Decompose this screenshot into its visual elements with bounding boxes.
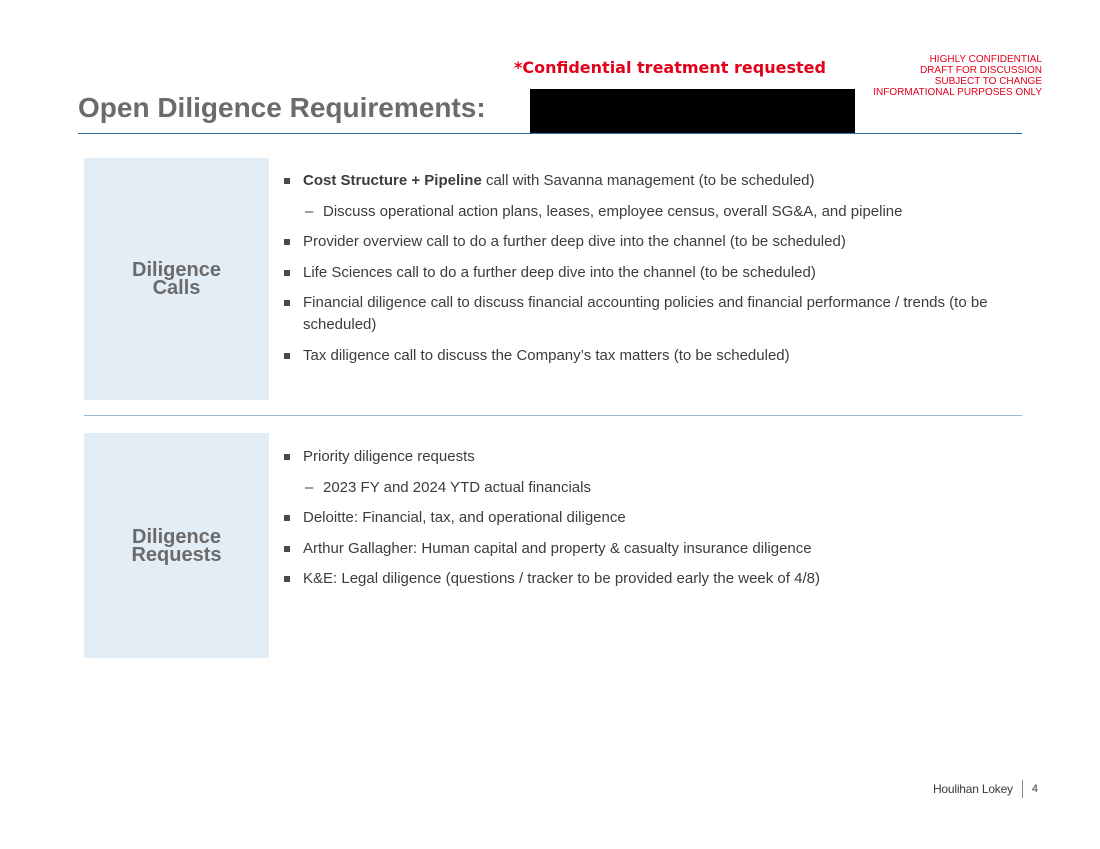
footer-separator [1022, 780, 1023, 798]
sub-bullet-item [283, 201, 1023, 223]
section-label-requests [84, 433, 269, 658]
title-divider [78, 133, 1022, 134]
sub-bullet-item-text: 2023 FY and 2024 YTD actual financials [323, 478, 591, 496]
bullet-item [283, 262, 1023, 284]
confidential-banner: *Confidential treatment requested [514, 58, 826, 77]
bullet-item-text: Provider overview call to do a further deep dive into the channel (to be scheduled) [303, 233, 846, 250]
section-divider [84, 415, 1022, 416]
bullet-item-text: Financial diligence call to discuss financial accounting policies and financial performance / trends (to be scheduled) [303, 294, 988, 333]
section-label-calls [84, 158, 269, 400]
bullet-item-text: K&E: Legal diligence (questions / tracker to be provided early the week of 4/8) [303, 570, 820, 587]
bullet-item [283, 231, 1023, 253]
bullet-item [283, 507, 1023, 529]
bullet-item-text: Life Sciences call to do a further deep dive into the channel (to be scheduled) [303, 263, 816, 281]
bullet-item-bold: Cost Structure + Pipeline [303, 172, 482, 189]
bullet-item-text: Arthur Gallagher: Human capital and property & casualty insurance diligence [303, 539, 812, 557]
bullet-item [283, 292, 1023, 336]
bullet-item [283, 345, 1023, 367]
bullet-item-text: Priority diligence requests [303, 448, 475, 465]
bullet-item [283, 568, 1023, 590]
bullet-item [283, 446, 1023, 468]
confidentiality-stamp [873, 54, 1042, 98]
stamp-line-1: HIGHLY CONFIDENTIAL [929, 54, 1042, 65]
page-title: Open Diligence Requirements: [78, 92, 486, 123]
bullet-item [283, 538, 1023, 560]
requests-bullet-list [283, 446, 1023, 599]
bullet-item [283, 170, 1023, 192]
footer [933, 780, 1038, 798]
sub-bullet-item [283, 477, 1023, 499]
stamp-line-4: INFORMATIONAL PURPOSES ONLY [873, 87, 1042, 98]
brand-name: Houlihan Lokey [932, 782, 1013, 796]
section-label-requests-text: Diligence Requests [131, 525, 222, 566]
bullet-item-text: Tax diligence call to discuss the Company’s tax matters (to be scheduled) [303, 346, 790, 364]
page-number: 4 [1031, 783, 1038, 795]
stamp-line-3: SUBJECT TO CHANGE [934, 76, 1042, 87]
calls-bullet-list [283, 170, 1023, 375]
bullet-item-text: Deloitte: Financial, tax, and operational diligence [303, 509, 626, 526]
sub-bullet-item-text: Discuss operational action plans, leases, employee census, overall SG&A, and pipeline [323, 202, 903, 220]
redaction-block [530, 89, 855, 133]
stamp-line-2: DRAFT FOR DISCUSSION [919, 65, 1042, 76]
bullet-item-text: call with Savanna management (to be scheduled) [481, 172, 815, 189]
section-label-calls-text: Diligence Calls [132, 259, 221, 299]
